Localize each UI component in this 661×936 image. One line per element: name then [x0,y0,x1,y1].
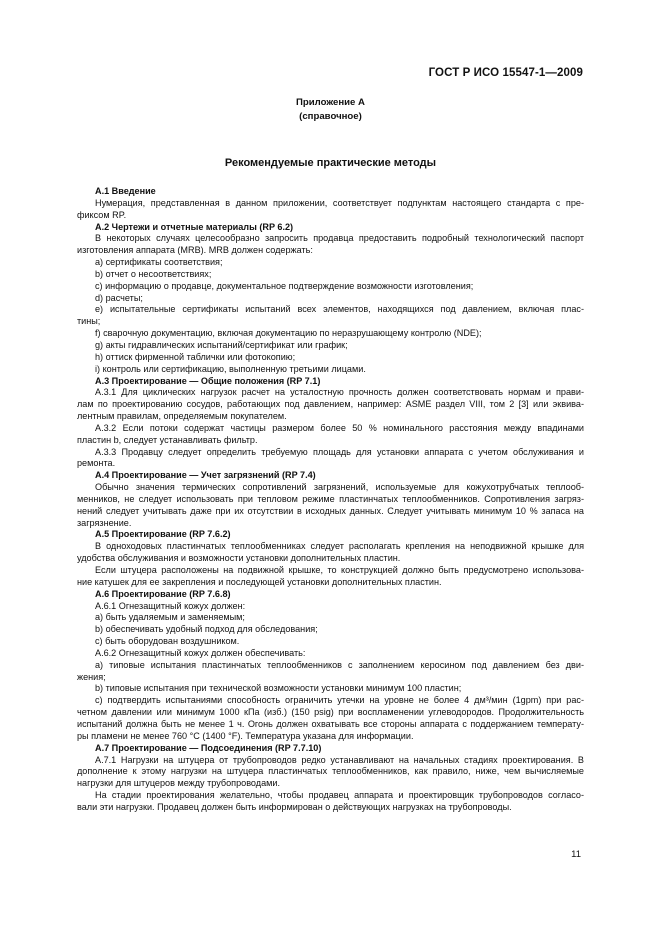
text-line: На стадии проектирования желательно, чтобы продавец аппарата и проектировщик трубопроводов согласо- [95,790,584,801]
text-line: А.3.1 Для циклических нагрузок расчет на усталостную прочность должен соответствовать нормам и прави- [95,387,584,398]
annex-subtitle: (справочное) [299,110,362,122]
section-heading: А.3 Проектирование — Общие положения (RP 7.1) [95,375,321,386]
text-line: g) акты гидравлических испытаний/сертификат или график; [95,339,348,350]
text-line: А.6.2 Огнезащитный кожух должен обеспечивать: [95,647,306,658]
text-line: Нумерация, представленная в данном приложении, соответствует подпунктам настоящего стандарта с пре- [95,197,584,208]
text-line: А.3.2 Если потоки содержат частицы размером более 50 % номинального расстояния между впадинами [95,422,584,433]
document-body [77,186,584,814]
text-line: В некоторых случаях целесообразно запросить продавца предоставить подробный технологический паспорт [95,233,584,244]
page-number: 11 [571,849,581,860]
text-line: удобства обслуживания и возможности установки дополнительных пластин. [77,553,401,564]
text-line: с) быть оборудован воздушником. [95,636,240,647]
text-line: жения; [77,671,106,682]
section-heading: А.5 Проектирование (RP 7.6.2) [95,529,231,540]
text-line: нагрузки для штуцеров между трубопроводами. [77,778,281,789]
text-line: ние катушек для ее закрепления и последующей установки дополнительных пластин. [77,576,442,587]
text-line: d) расчеты; [95,292,143,303]
text-line: f) сварочную документацию, включая документацию по неразрушающему контролю (NDE); [95,328,482,339]
section-heading: А.4 Проектирование — Учет загрязнений (RP 7.4) [95,470,316,481]
text-line: лам по проектированию сосудов, работающих под давлением, например: ASME раздел VIII, том 2 [3] или эквива- [77,399,584,410]
text-line: а) типовые испытания пластинчатых теплообменников с заполнением керосином под давлением без дви- [95,659,584,670]
document-header: ГОСТ Р ИСО 15547-1—2009 [428,67,583,79]
text-line: с) информацию о продавце, документальное подтверждение возможности изготовления; [95,280,474,291]
text-line: i) контроль или сертификацию, выполненную третьими лицами. [95,363,366,374]
section-heading: А.1 Введение [95,186,156,196]
text-line: b) обеспечивать удобный подход для обследования; [95,624,318,635]
text-line: дополнение к этому нагрузки на штуцера пластинчатых теплообменников, как правило, ниже, чем вычисляемые [77,766,584,777]
text-line: b) отчет о несоответствиях; [95,268,212,279]
annex-heading [0,96,661,123]
text-line: а) сертификаты соответствия; [95,257,223,268]
section-heading: А.7 Проектирование — Подсоединения (RP 7.7.10) [95,742,322,753]
text-line: с) подтвердить испытаниями способность ограничить утечки на уровне не более 4 дм³/мин (1gpm) при рас- [95,695,584,706]
text-line: Если штуцера расположены на подвижной крышке, то конструкцией должно быть предусмотрено использова- [95,565,584,575]
section-title: Рекомендуемые практические методы [224,157,437,169]
section-heading: А.6 Проектирование (RP 7.6.8) [95,588,231,599]
text-line: ры пламени не менее 760 °С (1400 °F). Температура указана для информации. [77,730,414,741]
text-line: А.7.1 Нагрузки на штуцера от трубопроводов редко устанавливают на начальных стадиях проектирования. В [95,754,584,765]
text-line: В одноходовых пластинчатых теплообменниках следует располагать крепления на неподвижной крышке для [95,541,584,552]
section-heading: А.2 Чертежи и отчетные материалы (RP 6.2) [95,221,294,232]
text-line: менников, не следует использовать при тепловом режиме пластинчатых теплообменников. Сопротивления загряз- [77,493,584,504]
text-line: тины; [77,316,101,327]
text-line: фиксом RP. [77,209,127,220]
text-line: h) оттиск фирменной таблички или фотокопию; [95,351,296,362]
text-line: лентным правилам, определяемым покупателем. [77,411,287,422]
text-line: А.3.3 Продавцу следует определить требуемую площадь для установки аппарата с учетом обслуживания и [95,446,584,457]
text-line: b) типовые испытания при технической возможности установки минимум 100 пластин; [95,683,462,694]
text-line: Обычно значения термических сопротивлений загрязнений, используемые для кожухотрубчатых теплооб- [95,482,584,493]
text-line: четном давлении или минимум 1000 кПа (изб.) (150 psig) при воспламенении углеводородов. Продолжительность [77,707,584,718]
annex-title: Приложение А [296,97,365,108]
text-line: А.6.1 Огнезащитный кожух должен: [95,600,246,611]
text-line: изготовления аппарата (MRB). MRB должен содержать: [77,245,313,256]
text-line: ремонта. [77,458,116,469]
text-line: испытаний должна быть не менее 1 ч. Огонь должен охватывать все стороны аппарата с поддержанием температу- [77,718,584,729]
text-line: пластин b, следует устанавливать фильтр. [77,434,258,445]
text-line: нений следует учитывать даже при их отсутствии в исходных данных. Следует учитывать минимум 10 % запаса на [77,505,584,516]
text-line: загрязнение. [77,517,132,528]
text-line: вали эти нагрузки. Продавец должен быть информирован о действующих нагрузках на трубопроводы. [77,801,512,812]
text-line: е) испытательные сертификаты испытаний всех элементов, находящихся под давлением, включая плас- [95,304,584,315]
text-line: а) быть удаляемым и заменяемым; [95,612,245,623]
